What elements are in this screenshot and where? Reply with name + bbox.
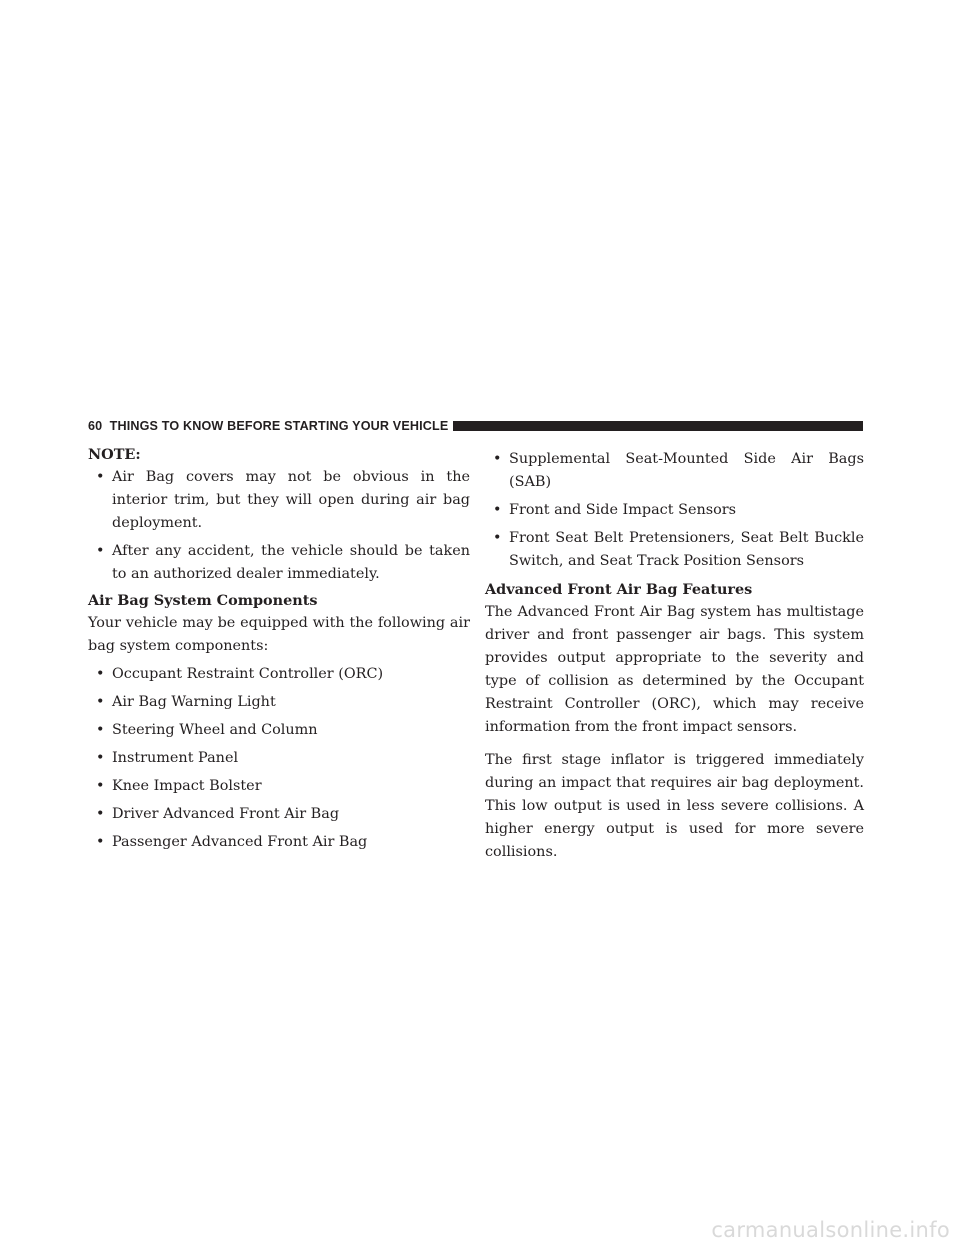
- features-paragraph: The Advanced Front Air Bag system has multistage driver and front passenger air bags. This system provides output appropriate to the severity and type of collision as determined by the Occupant Restraint Controller (ORC), which may receive information from the front impact sensors.: [485, 604, 864, 735]
- bullet-icon: •: [493, 530, 502, 546]
- list-item: • Knee Impact Bolster: [88, 775, 470, 798]
- header-text: [88, 419, 448, 433]
- page-header: [88, 419, 863, 433]
- components-list-continued: [485, 448, 864, 573]
- bullet-icon: •: [96, 543, 105, 559]
- header-rule: [453, 421, 863, 431]
- list-item: • Driver Advanced Front Air Bag: [88, 803, 470, 826]
- list-item: • After any accident, the vehicle should be taken to an authorized dealer immediately.: [88, 540, 470, 586]
- right-column: [485, 443, 864, 864]
- note-list: [88, 466, 470, 586]
- bullet-icon: •: [96, 834, 105, 850]
- list-item: • Occupant Restraint Controller (ORC): [88, 663, 470, 686]
- components-intro: Your vehicle may be equipped with the following air bag system components:: [88, 615, 470, 654]
- list-item: • Instrument Panel: [88, 747, 470, 770]
- list-item: • Steering Wheel and Column: [88, 719, 470, 742]
- components-list: [88, 663, 470, 854]
- section-title: THINGS TO KNOW BEFORE STARTING YOUR VEHICLE: [109, 419, 449, 433]
- left-column: [88, 443, 470, 854]
- bullet-icon: •: [96, 694, 105, 710]
- features-paragraph: The first stage inflator is triggered immediately during an impact that requires air bag deployment. This low output is used in less severe collisions. A higher energy output is used for more severe collisions.: [485, 752, 864, 860]
- bullet-icon: •: [96, 722, 105, 738]
- list-item: • Air Bag Warning Light: [88, 691, 470, 714]
- features-heading: Advanced Front Air Bag Features: [485, 581, 753, 598]
- bullet-icon: •: [96, 469, 105, 485]
- list-item: • Front Seat Belt Pretensioners, Seat Belt Buckle Switch, and Seat Track Position Sensors: [485, 527, 864, 573]
- note-label: NOTE:: [88, 446, 141, 463]
- bullet-icon: •: [96, 778, 105, 794]
- page-number: 60: [88, 419, 103, 433]
- list-item: • Air Bag covers may not be obvious in the interior trim, but they will open during air bag deployment.: [88, 466, 470, 535]
- bullet-icon: •: [96, 666, 105, 682]
- components-heading: Air Bag System Components: [88, 592, 318, 609]
- bullet-icon: •: [493, 451, 502, 467]
- bullet-icon: •: [96, 750, 105, 766]
- watermark-text: carmanualsonline.info: [711, 1218, 950, 1242]
- list-item: • Passenger Advanced Front Air Bag: [88, 831, 470, 854]
- list-item: • Front and Side Impact Sensors: [485, 499, 864, 522]
- bullet-icon: •: [493, 502, 502, 518]
- bullet-icon: •: [96, 806, 105, 822]
- list-item: • Supplemental Seat-Mounted Side Air Bags (SAB): [485, 448, 864, 494]
